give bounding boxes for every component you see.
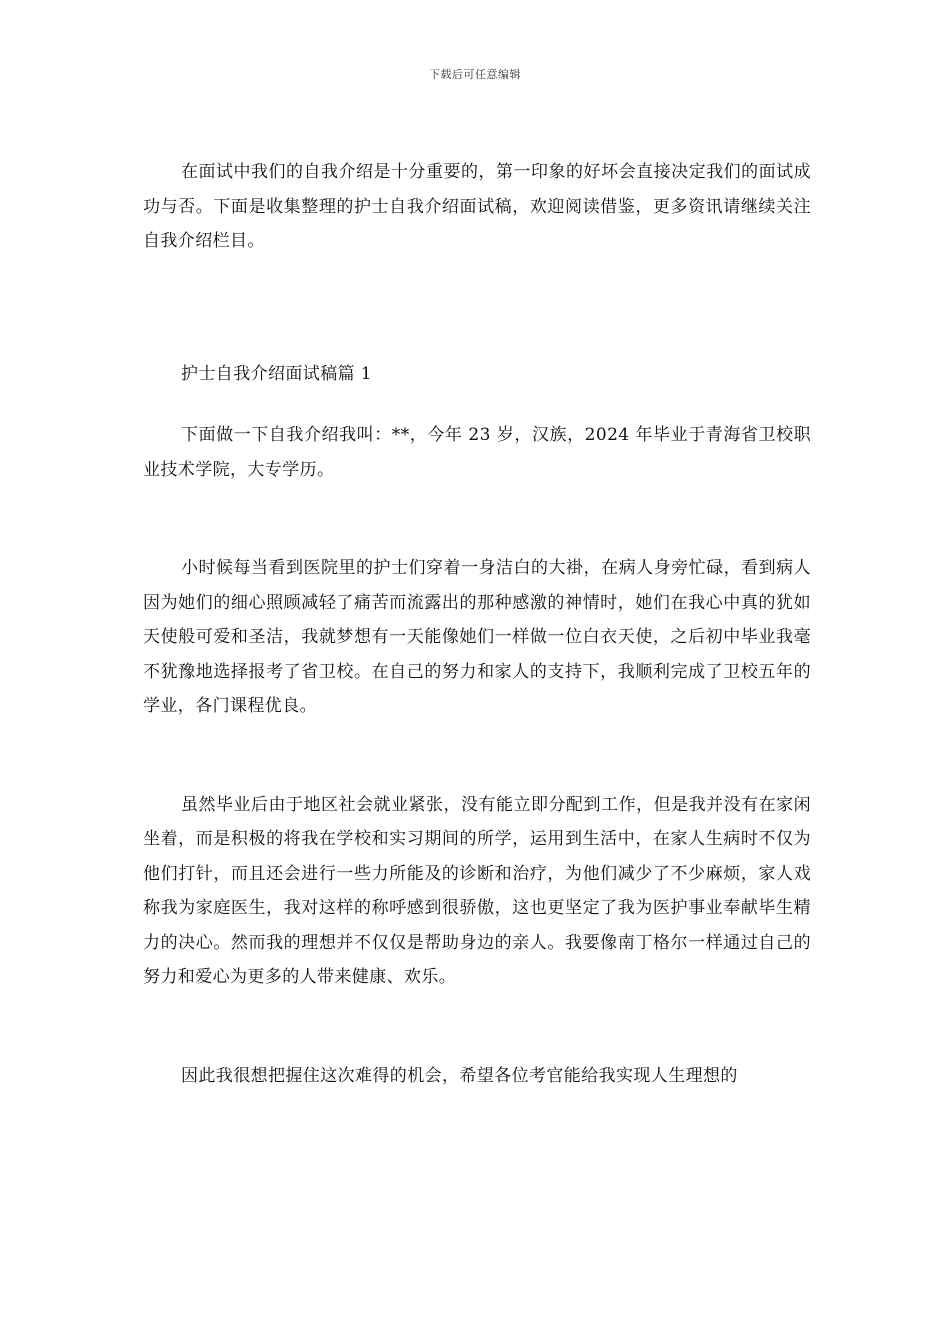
intro-paragraph: 在面试中我们的自我介绍是十分重要的，第一印象的好坏会直接决定我们的面试成功与否。下面是收集整理的护士自我介绍面试稿，欢迎阅读借鉴，更多资讯请继续关注自我介绍栏目。: [143, 162, 811, 251]
section-title: 护士自我介绍面试稿篇 1: [181, 363, 373, 384]
childhood-paragraph: 小时候每当看到医院里的护士们穿着一身洁白的大褂，在病人身旁忙碌，看到病人因为她们的细心照顾减轻了痛苦而流露出的那种感激的神情时，她们在我心中真的犹如天使般可爱和圣洁，我就梦想有一天能像她们一样做一位白衣天使，之后初中毕业我毫不犹豫地选择报考了省卫校。在自己的努力和家人的支持下，我顺利完成了卫校五年的学业，各门课程优良。: [143, 558, 811, 716]
document-body: [143, 155, 811, 1093]
self-intro-paragraph: 下面做一下自我介绍我叫：**，今年 23 岁，汉族，2024 年毕业于青海省卫校职业技术学院，大专学历。: [143, 425, 811, 480]
graduation-paragraph: 虽然毕业后由于地区社会就业紧张，没有能立即分配到工作，但是我并没有在家闲坐着，而是积极的将我在学校和实习期间的所学，运用到生活中，在家人生病时不仅为他们打针，而且还会进行一些力所能及的诊断和治疗，为他们减少了不少麻烦，家人戏称我为家庭医生，我对这样的称呼感到很骄傲，这也更坚定了我为医护事业奉献毕生精力的决心。然而我的理想并不仅仅是帮助身边的亲人。我要像南丁格尔一样通过自己的努力和爱心为更多的人带来健康、欢乐。: [143, 794, 811, 987]
page-header: 下载后可任意编辑: [429, 68, 521, 81]
closing-paragraph: 因此我很想把握住这次难得的机会，希望各位考官能给我实现人生理想的: [181, 1065, 738, 1086]
